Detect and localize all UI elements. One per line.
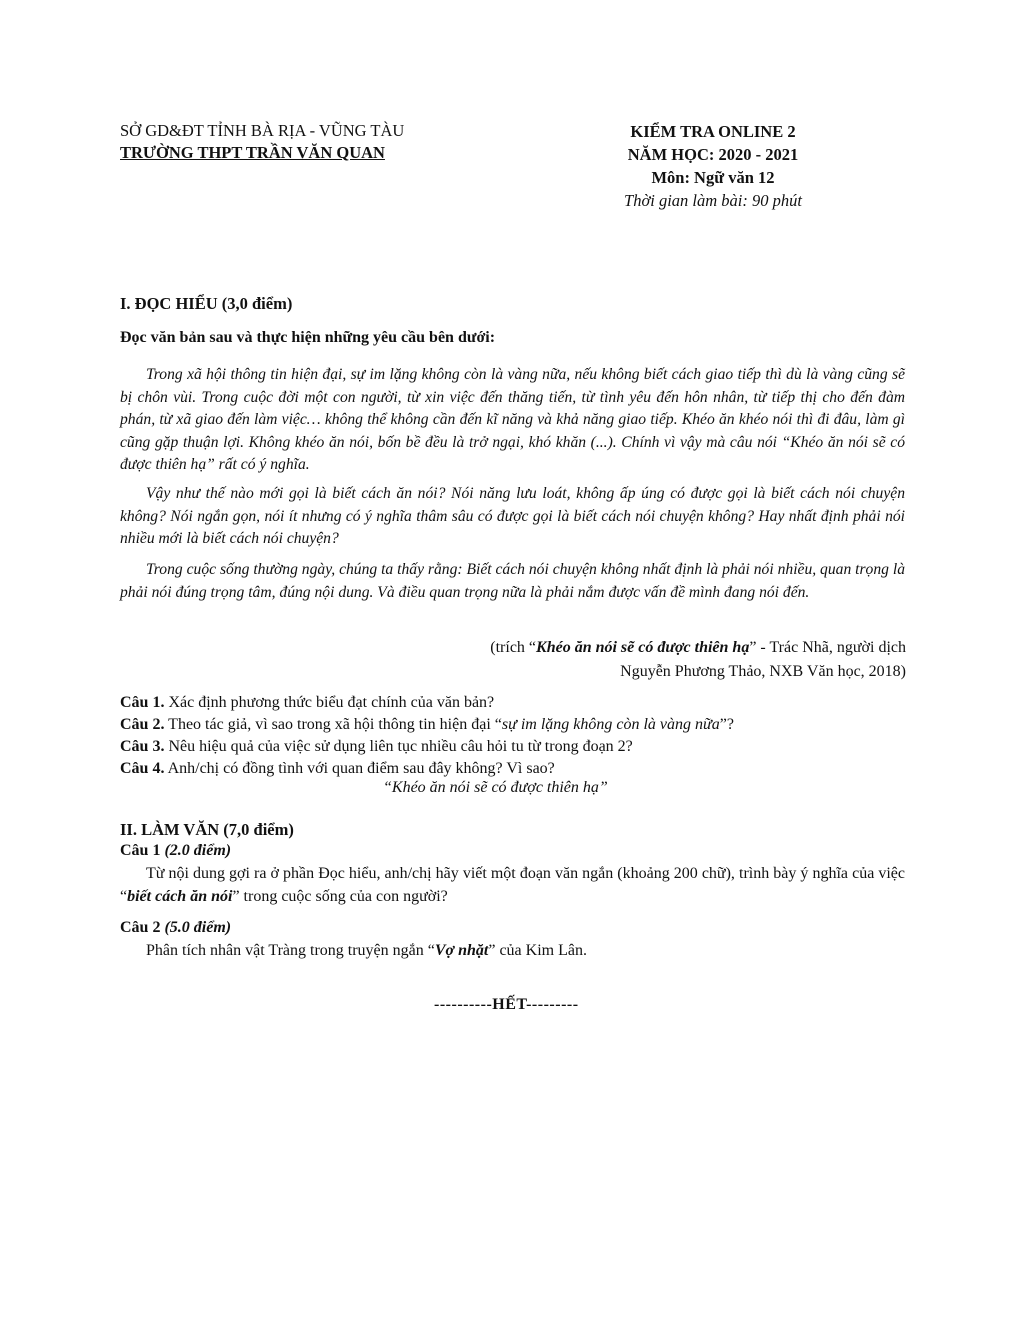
question-3: Câu 3. Nêu hiệu quả của việc sử dụng liên tục nhiều câu hỏi tu từ trong đoạn 2? [120,738,633,755]
section-1-title: I. ĐỌC HIỂU (3,0 điểm) [120,294,293,313]
section-2-title: II. LÀM VĂN (7,0 điểm) [120,820,294,839]
question-1: Câu 1. Xác định phương thức biểu đạt chính của văn bản? [120,694,495,711]
header-right [598,120,828,212]
source-book-title: Khéo ăn nói sẽ có được thiên hạ [536,639,750,656]
department-name: SỞ GD&ĐT TỈNH BÀ RỊA - VŨNG TÀU [120,121,405,140]
end-marker: ----------HẾT--------- [434,996,579,1013]
school-name: TRƯỜNG THPT TRẦN VĂN QUAN [120,143,385,162]
section-1-instruction: Đọc văn bản sau và thực hiện những yêu cầu bên dưới: [120,329,496,346]
time-limit: Thời gian làm bài: 90 phút [624,191,802,210]
question-4: Câu 4. Anh/chị có đồng tình với quan điểm sau đây không? Vì sao? [120,760,555,777]
school-year: NĂM HỌC: 2020 - 2021 [627,145,799,164]
source-line-1: (trích “Khéo ăn nói sẽ có được thiên hạ” - Trác Nhã, người dịch [490,639,906,656]
exam-title: KIỂM TRA ONLINE 2 [630,122,796,141]
source-citation [490,636,906,684]
essay-question-2-heading: Câu 2 (5.0 điểm) [120,919,232,936]
subject: Môn: Ngữ văn 12 [651,168,775,187]
source-line-2: Nguyễn Phương Thảo, NXB Văn học, 2018) [620,663,906,680]
passage-paragraph-2: Vậy như thế nào mới gọi là biết cách ăn nói? Nói năng lưu loát, không ấp úng có được gọi là biết cách nói chuyện không? Nói ngắn gọn, nói ít nhưng có ý nghĩa thâm sâu có được gọi là biết cách nói chuyện không? Hay nhất định phải nói nhiều mới là biết cách nói chuyện? [120,485,905,547]
question-2: Câu 2. Theo tác giả, vì sao trong xã hội thông tin hiện đại “sự im lặng không còn là vàng nữa”? [120,716,734,733]
essay-question-1-text: Từ nội dung gợi ra ở phần Đọc hiểu, anh/chị hãy viết một đoạn văn ngắn (khoảng 200 chữ), trình bày ý nghĩa của việc “biết cách ăn nói” trong cuộc sống của con người? [120,865,905,905]
essay-question-1-heading: Câu 1 (2.0 điểm) [120,842,232,859]
passage-paragraph-1: Trong xã hội thông tin hiện đại, sự im lặng không còn là vàng nữa, nếu không biết cách giao tiếp thì dù là vàng cũng sẽ bị chôn vùi. Trong cuộc đời một con người, từ xin việc đến thăng tiến, từ tình yêu đến hôn nhân, từ tiếp thị cho đến đàm phán, từ xã giao đến làm việc… không thể không cần đến kĩ năng và khả năng giao tiếp. Khéo ăn khéo nói thì đi đâu, làm gì cũng gặp thuận lợi. Không khéo ăn nói, bốn bề đều là trở ngại, khó khăn (...). Chính vì vậy mà câu nói “Khéo ăn nói sẽ có được thiên hạ” rất có ý nghĩa. [120,366,905,473]
essay-question-2-text: Phân tích nhân vật Tràng trong truyện ngắn “Vợ nhặt” của Kim Lân. [146,942,587,959]
passage-paragraph-3: Trong cuộc sống thường ngày, chúng ta thấy rằng: Biết cách nói chuyện không nhất định là phải nói nhiều, quan trọng là phải nói đúng trọng tâm, đúng nội dung. Và điều quan trọng nữa là phải nắm được vấn đề mình đang nói đến. [120,561,905,601]
question-4-quote: “Khéo ăn nói sẽ có được thiên hạ” [383,779,608,796]
header-left [120,120,404,164]
